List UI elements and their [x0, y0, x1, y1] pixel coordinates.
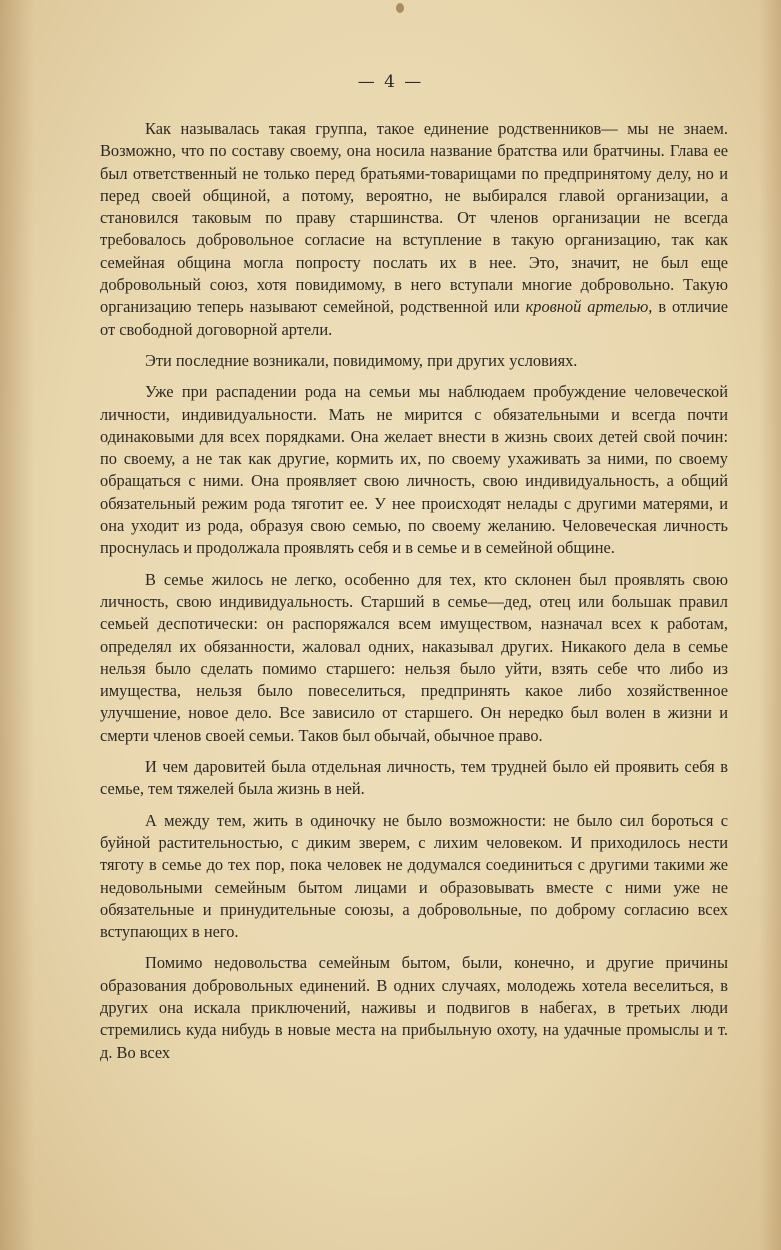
italic-term: кровной артелью,: [525, 297, 653, 317]
paragraph-text: Как называлась такая группа, такое единение родственников— мы не знаем. Возможно, что по составу своему, она носила название братства или братчины. Глава ее был ответственный не только перед братьями-товарищами по предпринятому делу, но и перед своей общиной, а потому, вероятно, не выбирался главой организации, а становился таковым по праву старшинства. От членов организации не всегда требовалось добровольное согласие на вступление в такую организацию, так как семейная община могла попросту послать их в нее. Это, значит, не был еще добровольный союз, хотя повидимому, в него вступали многие добровольно. Такую организацию теперь называют семейной, родственной или: [100, 119, 728, 317]
paragraph-1: [100, 118, 728, 341]
paragraph-5: И чем даровитей была отдельная личность, тем трудней было ей проявить себя в семье, тем тяжелей была жизнь в ней.: [100, 757, 728, 799]
paragraph-2: Эти последние возникали, повидимому, при других условиях.: [145, 350, 578, 370]
page-number: — 4 —: [357, 72, 424, 92]
paragraph-tail: в отличие от свободной договорной артели.: [100, 297, 728, 339]
body-text: [100, 118, 728, 1073]
paragraph-4: В семье жилось не легко, особенно для тех, кто склонен был проявлять свою личность, свою индивидуальность. Старший в семье—дед, отец или большак правил семьей деспотически: он распоряжался всем имуществом, назначал всех к работам, определял их обязанности, жаловал одних, наказывал других. Никакого дела в семье нельзя было сделать помимо старшего: нельзя было уйти, взять себе что либо из имущества, нельзя было повеселиться, предпринять какое либо хозяйственное улучшение, новое дело. Все зависило от старшего. Он нередко был волен в жизни и смерти членов своей семьи. Таков был обычай, обычное право.: [100, 569, 728, 745]
paragraph-6: А между тем, жить в одиночку не было возможности: не было сил бороться с буйной растительностью, с диким зверем, с лихим человеком. И приходилось нести тяготу в семье до тех пор, пока человек не додумался соединиться с другими такими же недовольными семейным бытом лицами и образовывать вместе с ними уже не обязательные и принудительные союзы, а добровольные, по доброму согласию всех вступающих в него.: [100, 810, 728, 942]
ink-spot: [396, 3, 404, 13]
paragraph-7: Помимо недовольства семейным бытом, были, конечно, и другие причины образования добровольных единений. В одних случаях, молодежь хотела веселиться, в других она искала приключений, наживы и подвигов в набегах, в третьих люди стремились куда нибудь в новые места на прибыльную охоту, на удачные промыслы и т. д. Во всех: [100, 953, 728, 1062]
paragraph-3: Уже при распадении рода на семьи мы наблюдаем пробуждение человеческой личности, индивидуальности. Мать не мирится с обязательными и всегда почти одинаковыми для всех порядками. Она желает внести в жизнь своих детей свой почин: по своему, а не так как другие, кормить их, по своему ухаживать за ними, по своему обращаться с ними. Она проявляет свою личность, свою индивидуальность, а общий обязательный режим рода тяготит ее. У нее происходят нелады с другими матерями, и она уходит из рода, образуя свою семью, по своему желанию. Человеческая личность проснулась и продолжала проявлять себя и в семье и в семейной общине.: [100, 382, 728, 558]
